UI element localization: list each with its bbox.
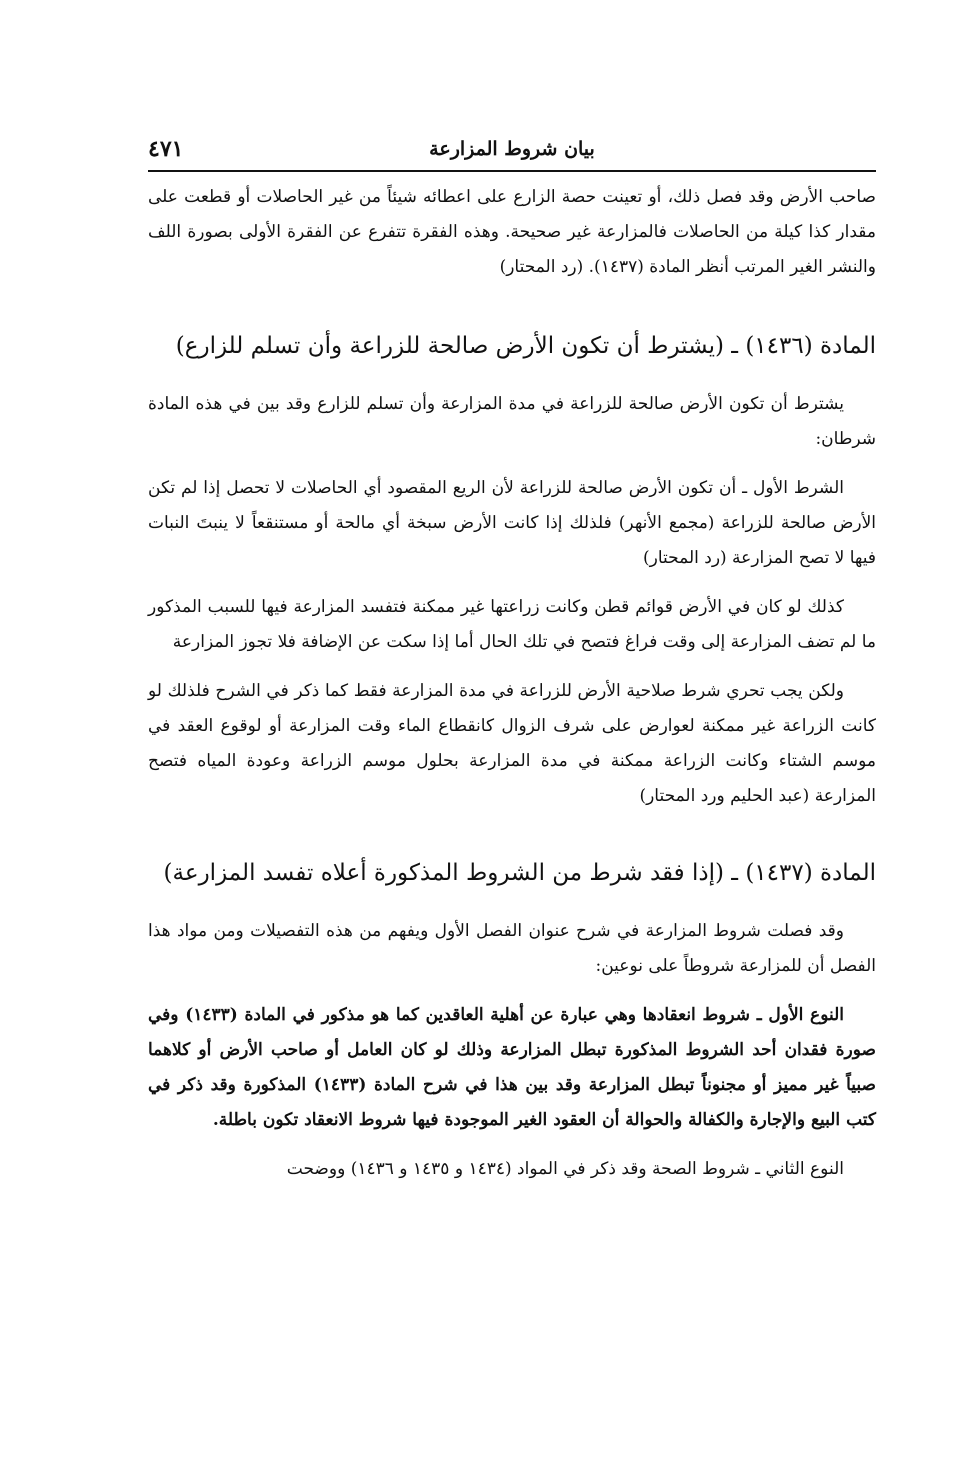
paragraph: كذلك لو كان في الأرض قوائم قطن وكانت زراعتها غير ممكنة فتفسد المزارعة فيها للسبب المذكور ما لم تضف المزارعة إلى وقت فراغ فتصح في تلك الحال أما إذا سكت عن الإضافة فلا تجوز المزارعة xyxy=(148,597,876,652)
paragraph: ولكن يجب تحري شرط صلاحية الأرض للزراعة في مدة المزارعة فقط كما ذكر في الشرح فلذلك لو كانت الزراعة غير ممكنة لعوارض على شرف الزوال كانقطاع الماء وقت المزارعة أو لوقوع العقد في موسم الشتاء وكانت الزراعة ممكنة في مدة المزارعة بحلول موسم الزراعة وعودة المياه فتصح المزارعة (عبد الحليم ورد المحتار) xyxy=(148,681,876,806)
paragraph: يشترط أن تكون الأرض صالحة للزراعة في مدة المزارعة وأن تسلم للزارع وقد بين في هذه المادة شرطان: xyxy=(148,394,876,449)
header-rule xyxy=(148,170,876,172)
article-heading-1437: المادة (١٤٣٧) ـ (إذا فقد شرط من الشروط المذكورة أعلاه تفسد المزارعة) xyxy=(163,860,876,886)
running-title: بيان شروط المزارعة xyxy=(429,138,595,160)
paragraph-continuation: صاحب الأرض وقد فصل ذلك، أو تعينت حصة الزارع على اعطائه شيئاً من غير الحاصلات أو قطعت على مقدار كذا كيلة من الحاصلات فالمزارعة غير صحيحة. وهذه الفقرة تتفرع عن الفقرة الأولى بصورة اللف والنشر الغير المرتب أنظر المادة (١٤٣٧). (رد المحتار) xyxy=(148,187,876,277)
page-body xyxy=(148,180,876,1201)
paragraph-bold: النوع الأول ـ شروط انعقادها وهي عبارة عن أهلية العاقدين كما هو مذكور في المادة (١٤٣٣) وفي صورة فقدان أحد الشروط المذكورة تبطل المزارعة وذلك لو كان العامل أو صاحب الأرض أو كلاهما صبياً غير مميز أو مجنوناً تبطل المزارعة وقد بين هذا في شرح المادة (١٤٣٣) المذكورة وقد ذكر في كتب البيع والإجارة والكفالة والحوالة أن العقود الغير الموجودة فيها شروط الانعقاد تكون باطلة. xyxy=(148,1005,876,1130)
paragraph: وقد فصلت شروط المزارعة في شرح عنوان الفصل الأول ويفهم من هذه التفصيلات ومن مواد هذا الفصل أن للمزارعة شروطاً على نوعين: xyxy=(148,921,876,976)
article-heading-1436: المادة (١٤٣٦) ـ (يشترط أن تكون الأرض صالحة للزراعة وأن تسلم للزارع) xyxy=(175,333,876,359)
page-header xyxy=(148,130,876,170)
paragraph: النوع الثاني ـ شروط الصحة وقد ذكر في المواد (١٤٣٤ و ١٤٣٥ و ١٤٣٦) ووضحت xyxy=(286,1159,844,1179)
page-number: ٤٧١ xyxy=(148,136,184,162)
paragraph: الشرط الأول ـ أن تكون الأرض صالحة للزراعة لأن الريع المقصود أي الحاصلات لا تحصل إذا لم تكن الأرض صالحة للزراعة (مجمع الأنهر) فلذلك إذا كانت الأرض سبخة أي مالحة أو مستنقعاً لا ينبتَ النبات فيها لا تصح المزارعة (رد المحتار) xyxy=(148,478,876,568)
